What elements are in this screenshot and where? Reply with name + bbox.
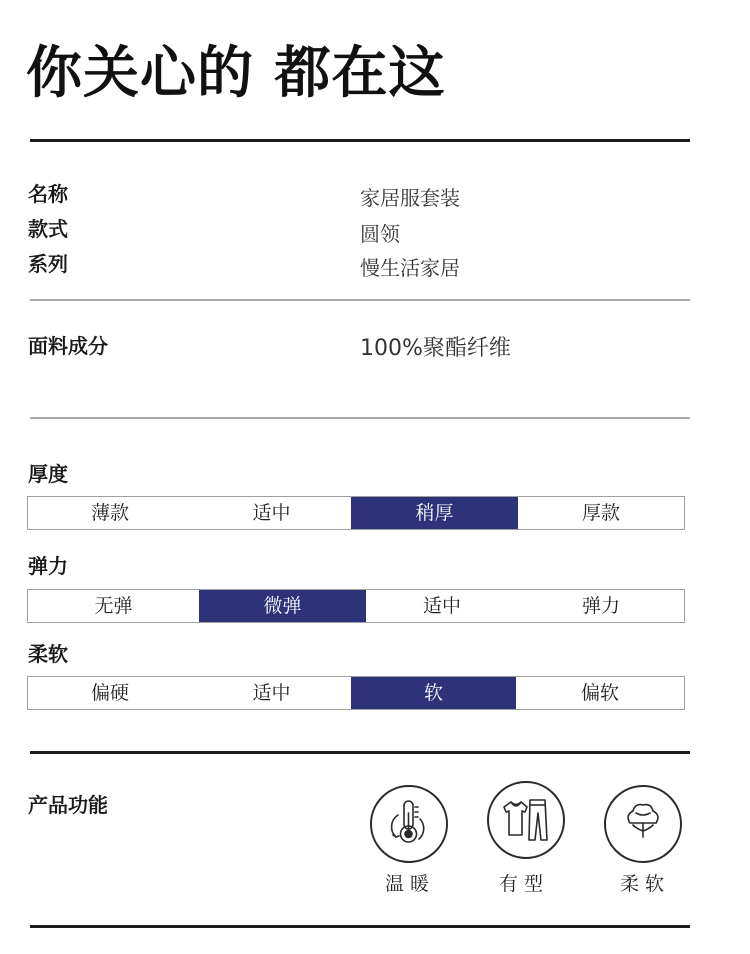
title-divider [30, 139, 690, 142]
thickness-label: 厚度 [28, 462, 68, 486]
elasticity-option: 适中 [422, 595, 461, 617]
cotton-icon [604, 785, 682, 863]
function-caption: 温暖 [384, 873, 435, 895]
series-label: 系列 [28, 252, 68, 276]
fabric-value: 100%聚酯纤维 [360, 336, 511, 361]
elasticity-label: 弹力 [28, 554, 68, 578]
section-divider [30, 417, 690, 419]
thickness-option: 薄款 [90, 502, 129, 524]
series-value: 慢生活家居 [360, 256, 460, 280]
style-label: 款式 [28, 217, 68, 241]
name-value: 家居服套装 [360, 186, 460, 210]
name-label: 名称 [28, 182, 68, 206]
elasticity-option: 弹力 [581, 595, 620, 617]
elasticity-scale [27, 589, 685, 623]
style-value: 圆领 [360, 222, 400, 246]
softness-label: 柔软 [28, 642, 68, 666]
thickness-option: 适中 [252, 502, 291, 524]
clothing-icon [487, 781, 565, 859]
softness-option: 偏硬 [90, 682, 129, 704]
softness-option: 软 [351, 677, 516, 709]
elasticity-option: 微弹 [199, 590, 366, 622]
thickness-option: 稍厚 [351, 497, 518, 529]
thermometer-icon [370, 785, 448, 863]
elasticity-option: 无弹 [94, 595, 133, 617]
function-caption: 有型 [498, 873, 549, 895]
softness-scale [27, 676, 685, 710]
softness-option: 偏软 [580, 682, 619, 704]
function-caption: 柔软 [619, 873, 670, 895]
functions-label: 产品功能 [28, 793, 108, 817]
softness-option: 适中 [252, 682, 291, 704]
bottom-divider [30, 925, 690, 928]
page-title: 你关心的 都在这 [26, 41, 446, 106]
thickness-option: 厚款 [581, 502, 620, 524]
section-divider [30, 751, 690, 754]
fabric-label: 面料成分 [28, 334, 108, 358]
section-divider [30, 299, 690, 301]
thickness-scale [27, 496, 685, 530]
